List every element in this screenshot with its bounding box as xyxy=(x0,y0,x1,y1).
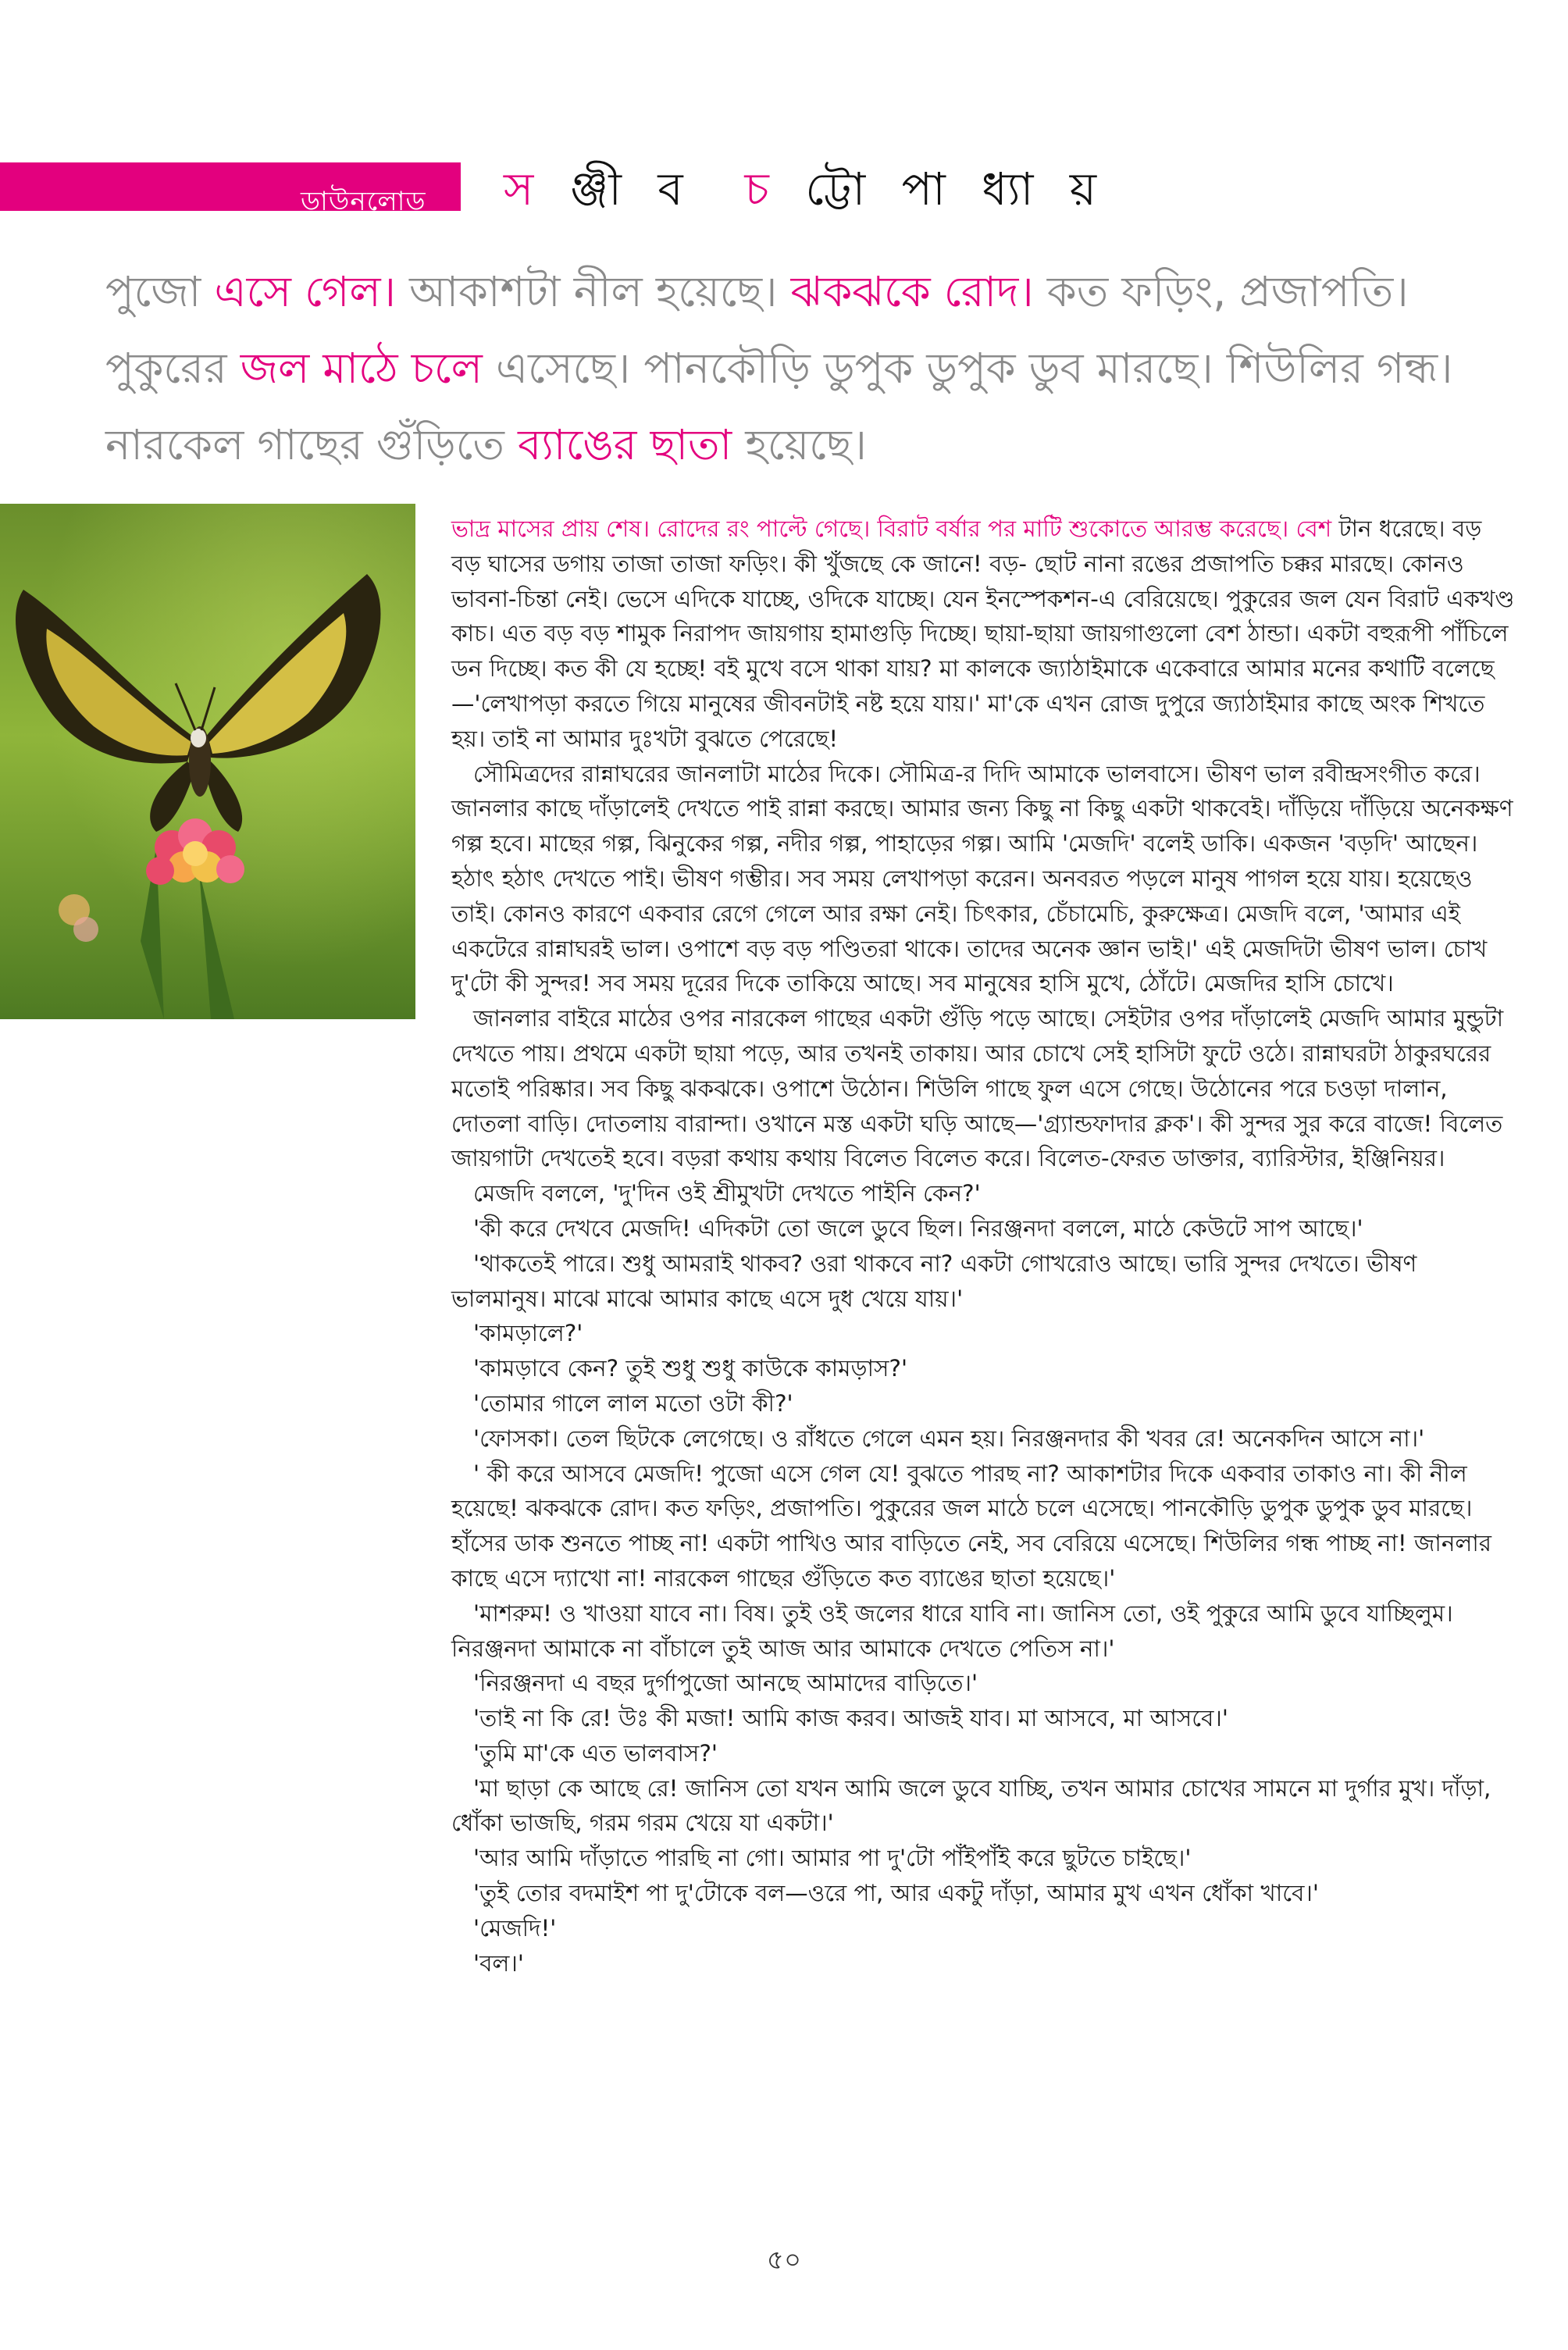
intro-highlight: ঝকঝকে রোদ। xyxy=(790,267,1034,316)
author-initial-1: স xyxy=(504,162,545,216)
intro-highlight: এসে গেল। xyxy=(214,267,396,316)
intro-segment: এসেছে। পানকৌড়ি ডুপুক ডুপুক ডুব মারছে। শিউলির গন্ধ। নারকেল গাছের গুঁড়িতে xyxy=(105,344,1453,469)
body-paragraph: 'কী করে দেখবে মেজদি! এদিকটা তো জলে ডুবে ছিল। নিরঞ্জনদা বললে, মাঠে কেউটে সাপ আছে।' xyxy=(473,1214,1363,1242)
body-paragraph: 'কামড়াবে কেন? তুই শুধু শুধু কাউকে কামড়াস?' xyxy=(473,1355,908,1382)
intro-segment: পুজো xyxy=(105,267,215,316)
author-initial-2: চ xyxy=(744,162,780,216)
body-paragraph: 'তোমার গালে লাল মতো ওটা কী?' xyxy=(473,1389,793,1417)
body-paragraph: 'থাকতেই পারে। শুধু আমরাই থাকব? ওরা থাকবে না? একটা গোখরোও আছে। ভারি সুন্দর দেখতে। ভীষণ ভালমানুষ। মাঝে মাঝে আমার কাছে এসে দুধ খেয়ে যায়।' xyxy=(451,1250,1417,1312)
intro-paragraph xyxy=(105,254,1480,483)
body-paragraph: 'তুই তোর বদমাইশ পা দু'টোকে বল—ওরে পা, আর একটু দাঁড়া, আমার মুখ এখন ধোঁকা খাবে।' xyxy=(473,1880,1319,1907)
intro-highlight: ব্যাঙের ছাতা xyxy=(518,420,732,469)
lead-sentence: ভাদ্র মাসের প্রায় শেষ। রোদের রং পাল্টে গেছে। বিরাট বর্ষার পর মাটি শুকোতে আরম্ভ করেছে। বেশ xyxy=(451,515,1332,542)
body-paragraph: 'ফোসকা। তেল ছিটকে লেগেছে। ও রাঁধতে গেলে এমন হয়। নিরঞ্জনদার কী খবর রে! অনেকদিন আসে না।' xyxy=(473,1425,1425,1452)
butterfly-photo xyxy=(0,504,415,1019)
intro-highlight: জল মাঠে চলে xyxy=(240,344,483,393)
body-paragraph: মেজদি বললে, 'দু'দিন ওই শ্রীমুখটা দেখতে পাইনি কেন?' xyxy=(473,1180,981,1207)
author-name xyxy=(504,155,1107,230)
page-number: ৫০ xyxy=(766,2245,802,2276)
body-paragraph: 'মাশরুম! ও খাওয়া যাবে না। বিষ। তুই ওই জলের ধারে যাবি না। জানিস তো, ওই পুকুরে আমি ডুবে যাচ্ছিলুম। নিরঞ্জনদা আমাকে না বাঁচালে তুই আজ আর আমাকে দেখতে পেতিস না।' xyxy=(451,1599,1453,1662)
body-paragraph: সৌমিত্রদের রান্নাঘরের জানলাটা মাঠের দিকে। সৌমিত্র-র দিদি আমাকে ভালবাসে। ভীষণ ভাল রবীন্দ্রসংগীত করে। জানলার কাছে দাঁড়ালেই দেখতে পাই রান্না করছে। আমার জন্য কিছু না কিছু একটা থাকবেই। দাঁড়িয়ে দাঁড়িয়ে অনেকক্ষণ গল্প হবে। মাছের গল্প, ঝিনুকের গল্প, নদীর গল্প, পাহাড়ের গল্প। আমি 'মেজদি' বলেই ডাকি। একজন 'বড়দি' আছেন। হঠাৎ হঠাৎ দেখতে পাই। ভীষণ গম্ভীর। সব সময় লেখাপড়া করেন। অনবরত পড়লে মানুষ পাগল হয়ে যায়। হয়েছেও তাই। কোনও কারণে একবার রেগে গেলে আর রক্ষা নেই। চিৎকার, চেঁচামেচি, কুরুক্ষেত্র। মেজদি বলে, 'আমার এই একটেরে রান্নাঘরই ভাল। ওপাশে বড় বড় পণ্ডিতরা থাকে। তাদের অনেক জ্ঞান ভাই।' এই মেজদিটা ভীষণ ভাল। চোখ দু'টো কী সুন্দর! সব সময় দূরের দিকে তাকিয়ে আছে। সব মানুষের হাসি মুখে, ঠোঁটে। মেজদির হাসি চোখে। xyxy=(451,760,1513,997)
body-paragraph xyxy=(451,512,1517,757)
intro-segment: আকাশটা নীল হয়েছে। xyxy=(395,267,791,316)
section-tag: ডাউনলোড xyxy=(301,186,426,217)
butterfly-illustration xyxy=(0,504,415,1019)
body-paragraph: ' কী করে আসবে মেজদি! পুজো এসে গেল যে! বুঝতে পারছ না? আকাশটার দিকে একবার তাকাও না। কী নীল হয়েছে! ঝকঝকে রোদ। কত ফড়িং, প্রজাপতি। পুকুরের জল মাঠে চলে এসেছে। পানকৌড়ি ডুপুক ডুপুক ডুব মারছে। হাঁসের ডাক শুনতে পাচ্ছ না! একটা পাখিও আর বাড়িতে নেই, সব বেরিয়ে এসেছে। শিউলির গন্ধ পাচ্ছ না! জানলার কাছে এসে দ্যাখো না! নারকেল গাছের গুঁড়িতে কত ব্যাঙের ছাতা হয়েছে।' xyxy=(451,1460,1491,1592)
body-paragraph: জানলার বাইরে মাঠের ওপর নারকেল গাছের একটা গুঁড়ি পড়ে আছে। সেইটার ওপর দাঁড়ালেই মেজদি আমার মুন্ডুটা দেখতে পায়। প্রথমে একটা ছায়া পড়ে, আর তখনই তাকায়। আর চোখে সেই হাসিটা ফুটে ওঠে। রান্নাঘরটা ঠাকুরঘরের মতোই পরিষ্কার। সব কিছু ঝকঝকে। ওপাশে উঠোন। শিউলি গাছে ফুল এসে গেছে। উঠোনের পরে চওড়া দালান, দোতলা বাড়ি। দোতলায় বারান্দা। ওখানে মস্ত একটা ঘড়ি আছে—'গ্র্যান্ডফাদার ক্লক'। কী সুন্দর সুর করে বাজে! বিলেত জায়গাটা দেখতেই হবে। বড়রা কথায় কথায় বিলেত বিলেত করে। বিলেত-ফেরত ডাক্তার, ব্যারিস্টার, ইঞ্জিনিয়র। xyxy=(451,1005,1504,1172)
body-paragraph: 'তুমি মা'কে এত ভালবাস?' xyxy=(473,1739,718,1767)
body-paragraph-text: টান ধরেছে। বড় বড় ঘাসের ডগায় তাজা তাজা ফড়িং। কী খুঁজছে কে জানে! বড়- ছোট নানা রঙের প্রজাপতি চক্কর মারছে। কোনও ভাবনা-চিন্তা নেই। ভেসে এদিকে যাচ্ছে, ওদিকে যাচ্ছে। যেন ইনস্পেকশন-এ বেরিয়েছে। পুকুরের জল যেন বিরাট একখণ্ড কাচ। এত বড় বড় শামুক নিরাপদ জায়গায় হামাগুড়ি দিচ্ছে। ছায়া-ছায়া জায়গাগুলো বেশ ঠান্ডা। একটা বহুরূপী পাঁচিলে ডন দিচ্ছে। কত কী যে হচ্ছে! বই মুখে বসে থাকা যায়? মা কালকে জ্যাঠাইমাকে একেবারে আমার মনের কথাটি বলেছে—'লেখাপড়া করতে গিয়ে মানুষের জীবনটাই নষ্ট হয়ে যায়।' মা'কে এখন রোজ দুপুরে জ্যাঠাইমার কাছে অংক শিখতে হয়। তাই না আমার দুঃখটা বুঝতে পেরেছে! xyxy=(451,515,1515,752)
body-paragraph: 'আর আমি দাঁড়াতে পারছি না গো। আমার পা দু'টো পাঁইপাঁই করে ছুটতে চাইছে।' xyxy=(473,1845,1192,1872)
intro-segment: কত ফড়িং, প্রজাপতি। পুকুরের xyxy=(105,267,1409,393)
body-paragraph: 'মা ছাড়া কে আছে রে! জানিস তো যখন আমি জলে ডুবে যাচ্ছি, তখন আমার চোখের সামনে মা দুর্গার মুখ। দাঁড়া, ধোঁকা ভাজছি, গরম গরম খেয়ে যা একটা।' xyxy=(451,1774,1491,1837)
author-part-1: ঞ্জী ব xyxy=(569,162,694,216)
body-paragraph: 'মেজদি!' xyxy=(473,1914,557,1942)
body-paragraph: 'কামড়ালে?' xyxy=(473,1320,583,1347)
body-paragraph: 'তাই না কি রে! উঃ কী মজা! আমি কাজ করব। আজই যাব। মা আসবে, মা আসবে।' xyxy=(473,1705,1228,1732)
body-paragraph: 'নিরঞ্জনদা এ বছর দুর্গাপুজো আনছে আমাদের বাড়িতে।' xyxy=(473,1670,978,1697)
intro-segment: হয়েছে। xyxy=(732,420,867,469)
body-paragraph: 'বল।' xyxy=(473,1949,524,1977)
article-body xyxy=(451,512,1517,1981)
author-part-2: ট্টো পা ধ্যা য় xyxy=(805,162,1108,216)
